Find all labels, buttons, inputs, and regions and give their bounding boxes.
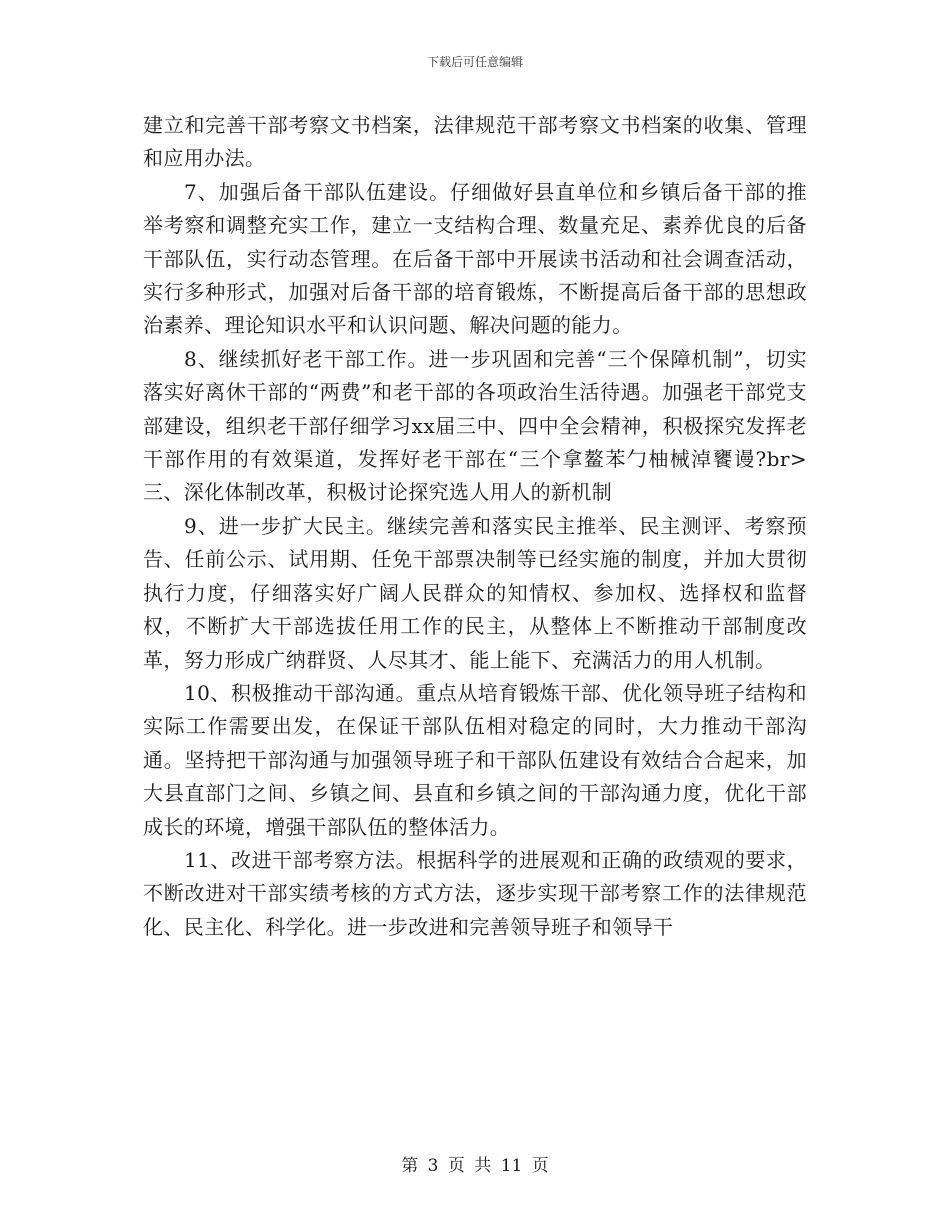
page-number-footer: 第 3 页 共 11 页 (401, 1156, 549, 1176)
paragraph-item-11: 11、改进干部考察方法。根据科学的进展观和正确的政绩观的要求，不断改进对干部实绩考核的方式方法，逐步实现干部考察工作的法律规范化、民主化、科学化。进一步改进和完善领导班子和领导干 (143, 847, 807, 939)
paragraph-item-10: 10、积极推动干部沟通。重点从培育锻炼干部、优化领导班子结构和实际工作需要出发，在保证干部队伍相对稳定的同时，大力推动干部沟通。坚持把干部沟通与加强领导班子和干部队伍建设有效结合合起来，加大县直部门之间、乡镇之间、县直和乡镇之间的干部沟通力度，优化干部成长的环境，增强干部队伍的整体活力。 (143, 680, 807, 839)
page-header: 下载后可任意编辑 (426, 55, 523, 69)
paragraph-item-7: 7、加强后备干部队伍建设。仔细做好县直单位和乡镇后备干部的推举考察和调整充实工作，建立一支结构合理、数量充足、素养优良的后备干部队伍，实行动态管理。在后备干部中开展读书活动和社会调查活动，实行多种形式，加强对后备干部的培育锻炼，不断提高后备干部的思想政治素养、理论知识水平和认识问题、解决问题的能力。 (143, 179, 807, 338)
document-body (143, 109, 807, 944)
paragraph-item-8: 8、继续抓好老干部工作。进一步巩固和完善“三个保障机制”，切实落实好离休干部的“两费”和老干部的各项政治生活待遇。加强老干部党支部建设，组织老干部仔细学习xx届三中、四中全会精神，积极探究发挥老干部作用的有效渠道，发挥好老干部在“三个拿鳌苯勹柚械淖饔谩?br>三、深化体制改革，积极讨论探究选人用人的新机制 (143, 346, 807, 505)
paragraph-item-9: 9、进一步扩大民主。继续完善和落实民主推举、民主测评、考察预告、任前公示、试用期、任免干部票决制等已经实施的制度，并加大贯彻执行力度，仔细落实好广阔人民群众的知情权、参加权、选择权和监督权，不断扩大干部选拔任用工作的民主，从整体上不断推动干部制度改革，努力形成广纳群贤、人尽其才、能上能下、充满活力的用人机制。 (143, 513, 807, 672)
paragraph-continuation: 建立和完善干部考察文书档案，法律规范干部考察文书档案的收集、管理和应用办法。 (143, 113, 807, 171)
